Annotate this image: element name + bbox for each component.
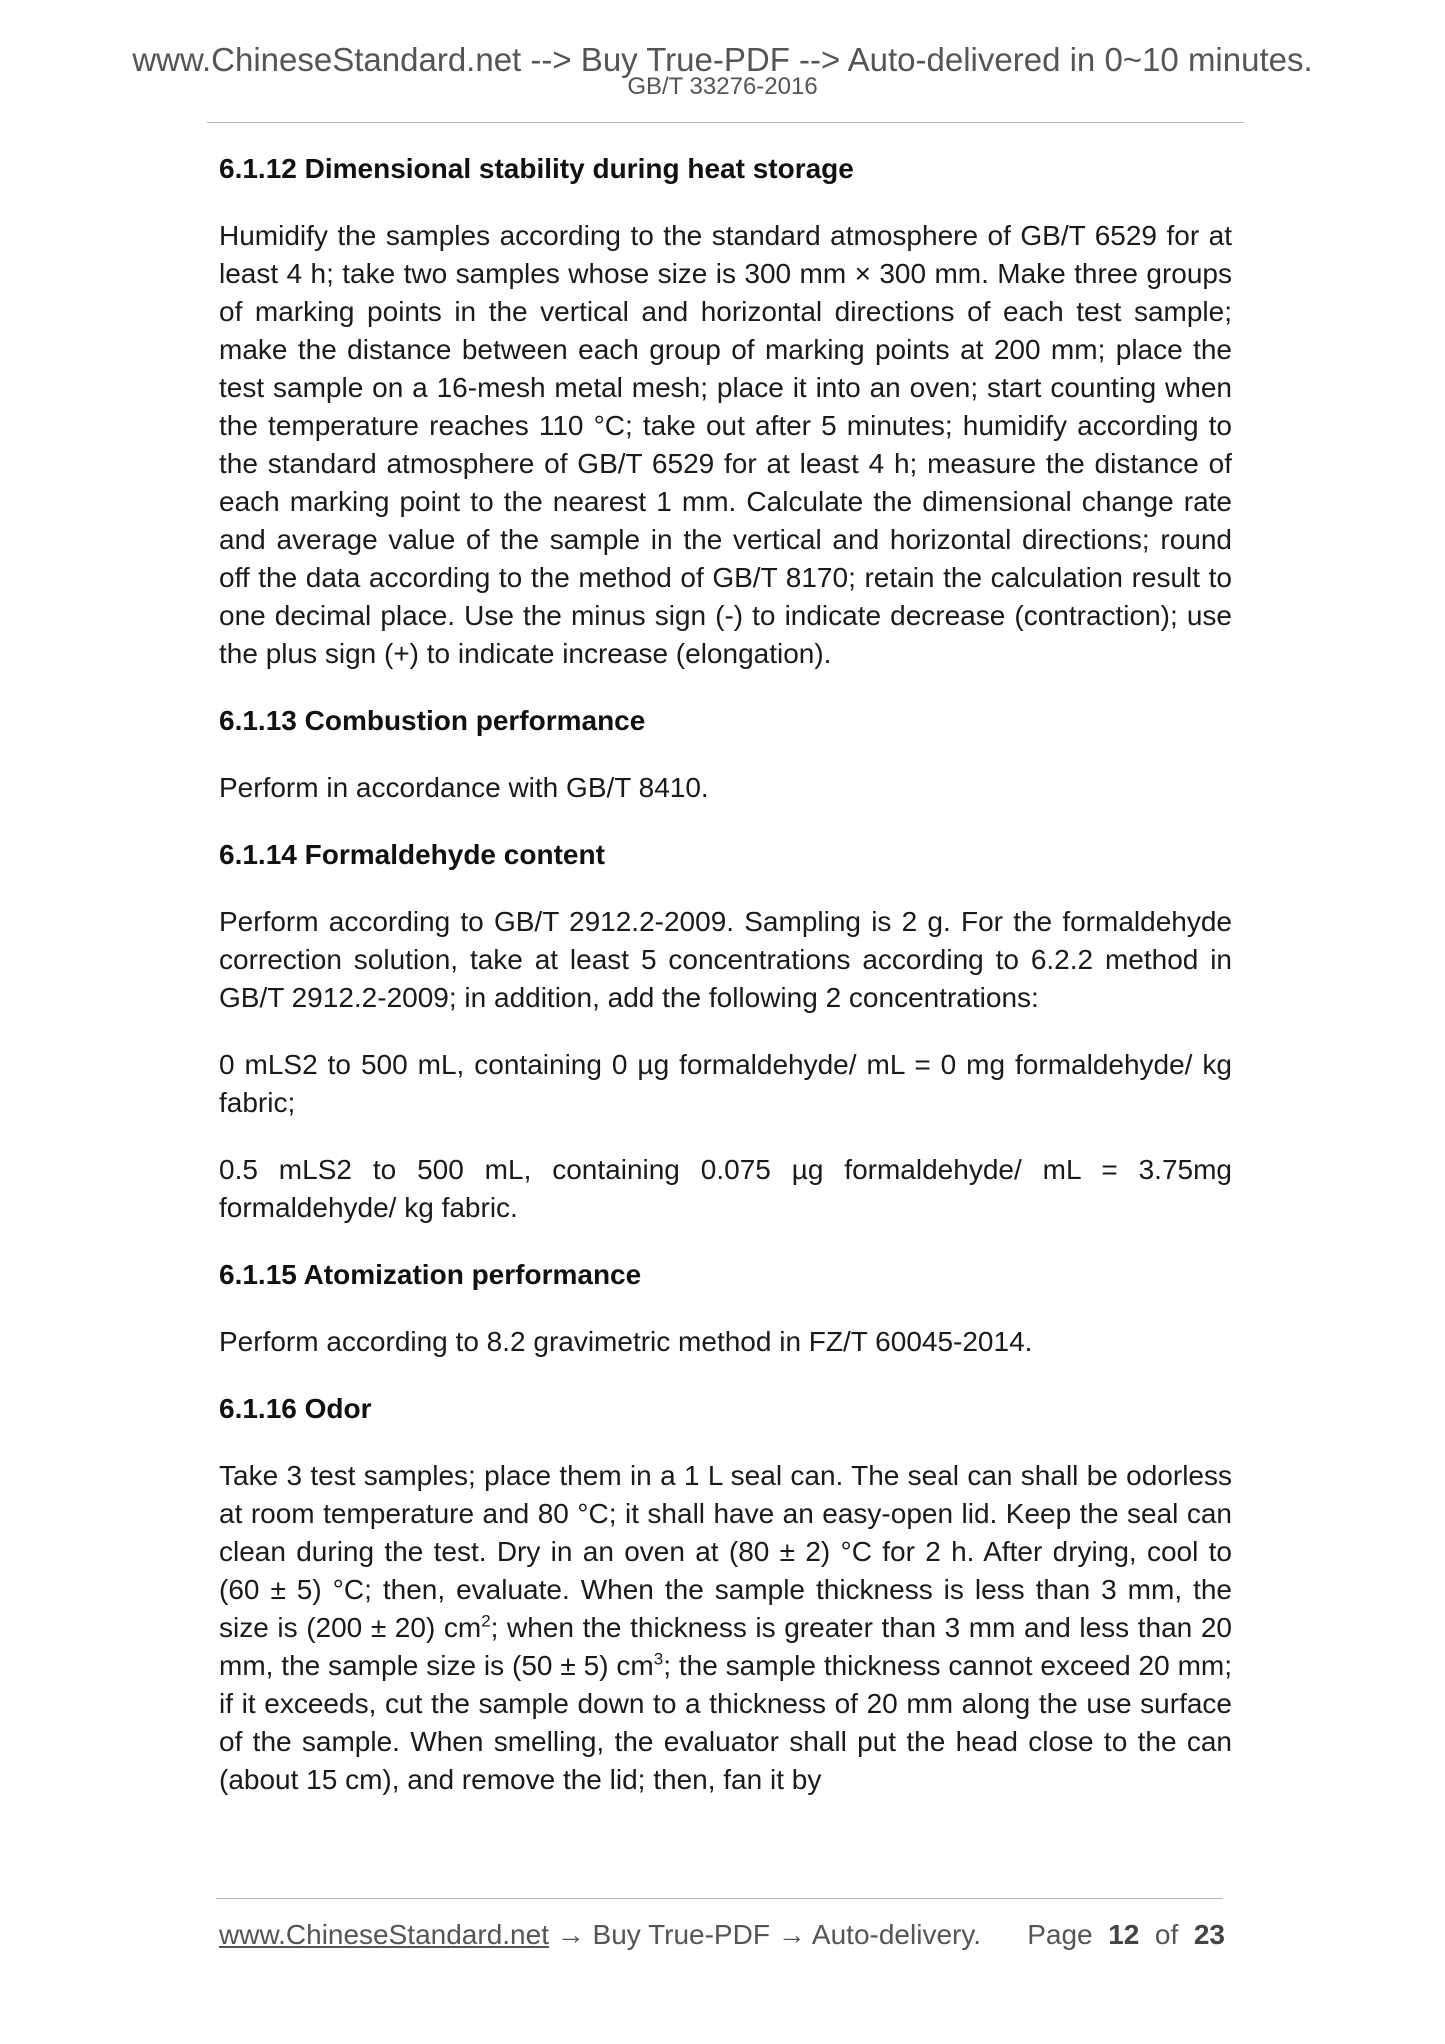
page-total: 23 — [1193, 1919, 1225, 1950]
odor-text-part-2: ; when the thickness is greater than 3 mm and less than 20 mm, the sample size is (50 ± 5) cm — [219, 1612, 1232, 1681]
header-banner: www.ChineseStandard.net --> Buy True-PDF --> Auto-delivered in 0~10 minutes. — [132, 41, 1313, 78]
concentration-item-1: 0 mLS2 to 500 mL, containing 0 µg formaldehyde/ mL = 0 mg formaldehyde/ kg fabric; — [219, 1049, 1232, 1118]
section-text-6-1-16 — [219, 1457, 1232, 1799]
section-heading-6-1-15: 6.1.15 Atomization performance — [219, 1259, 642, 1290]
superscript-2: 2 — [481, 1611, 491, 1631]
header-divider — [207, 122, 1244, 123]
page-footer — [219, 1915, 1225, 1955]
section-text-6-1-15: Perform according to 8.2 gravimetric method in FZ/T 60045-2014. — [219, 1326, 1033, 1357]
footer-tail-text: → Buy True-PDF → Auto-delivery. — [548, 1919, 982, 1950]
page-content — [219, 150, 1232, 1828]
section-heading-6-1-12: 6.1.12 Dimensional stability during heat storage — [219, 153, 854, 184]
page-of: of — [1154, 1919, 1179, 1950]
section-text-6-1-14: Perform according to GB/T 2912.2-2009. Sampling is 2 g. For the formaldehyde correction solution, take at least 5 concentrations according to 6.2.2 method in GB/T 2912.2-2009; in addition, add the following 2 concentrations: — [219, 906, 1232, 1013]
section-text-6-1-13: Perform in accordance with GB/T 8410. — [219, 772, 709, 803]
concentration-item-2: 0.5 mLS2 to 500 mL, containing 0.075 µg formaldehyde/ mL = 3.75mg formaldehyde/ kg fabric. — [219, 1154, 1232, 1223]
page-current: 12 — [1108, 1919, 1140, 1950]
page-label: Page — [1027, 1919, 1093, 1950]
footer-divider — [216, 1898, 1223, 1899]
section-heading-6-1-16: 6.1.16 Odor — [219, 1393, 372, 1424]
section-heading-6-1-14: 6.1.14 Formaldehyde content — [219, 839, 605, 870]
footer-site-link[interactable]: www.ChineseStandard.net — [219, 1919, 549, 1950]
odor-text-part-1: Take 3 test samples; place them in a 1 L seal can. The seal can shall be odorless at room temperature and 80 °C; it shall have an easy-open lid. Keep the seal can clean during the test. Dry in an oven at (80 ± 2) °C for 2 h. After drying, cool to (60 ± 5) °C; then, evaluate. When the sample thickness is less than 3 mm, the size is (200 ± 20) cm — [219, 1460, 1232, 1643]
superscript-3: 3 — [653, 1649, 664, 1669]
standard-number: GB/T 33276-2016 — [627, 73, 818, 100]
section-heading-6-1-13: 6.1.13 Combustion performance — [219, 705, 646, 736]
section-text-6-1-12: Humidify the samples according to the standard atmosphere of GB/T 6529 for at least 4 h; take two samples whose size is 300 mm × 300 mm. Make three groups of marking points in the vertical and horizontal directions of each test sample; make the distance between each group of marking points at 200 mm; place the test sample on a 16-mesh metal mesh; place it into an oven; start counting when the temperature reaches 110 °C; take out after 5 minutes; humidify according to the standard atmosphere of GB/T 6529 for at least 4 h; measure the distance of each marking point to the nearest 1 mm. Calculate the dimensional change rate and average value of the sample in the vertical and horizontal directions; round off the data according to the method of GB/T 8170; retain the calculation result to one decimal place. Use the minus sign (-) to indicate decrease (contraction); use the plus sign (+) to indicate increase (elongation). — [219, 220, 1232, 669]
odor-text-part-3: ; the sample thickness cannot exceed 20 mm; if it exceeds, cut the sample down to a thickness of 20 mm along the use surface of the sample. When smelling, the evaluator shall put the head close to the can (about 15 cm), and remove the lid; then, fan it by — [219, 1650, 1232, 1795]
page-indicator — [1027, 1915, 1225, 1955]
footer-left — [219, 1915, 981, 1955]
